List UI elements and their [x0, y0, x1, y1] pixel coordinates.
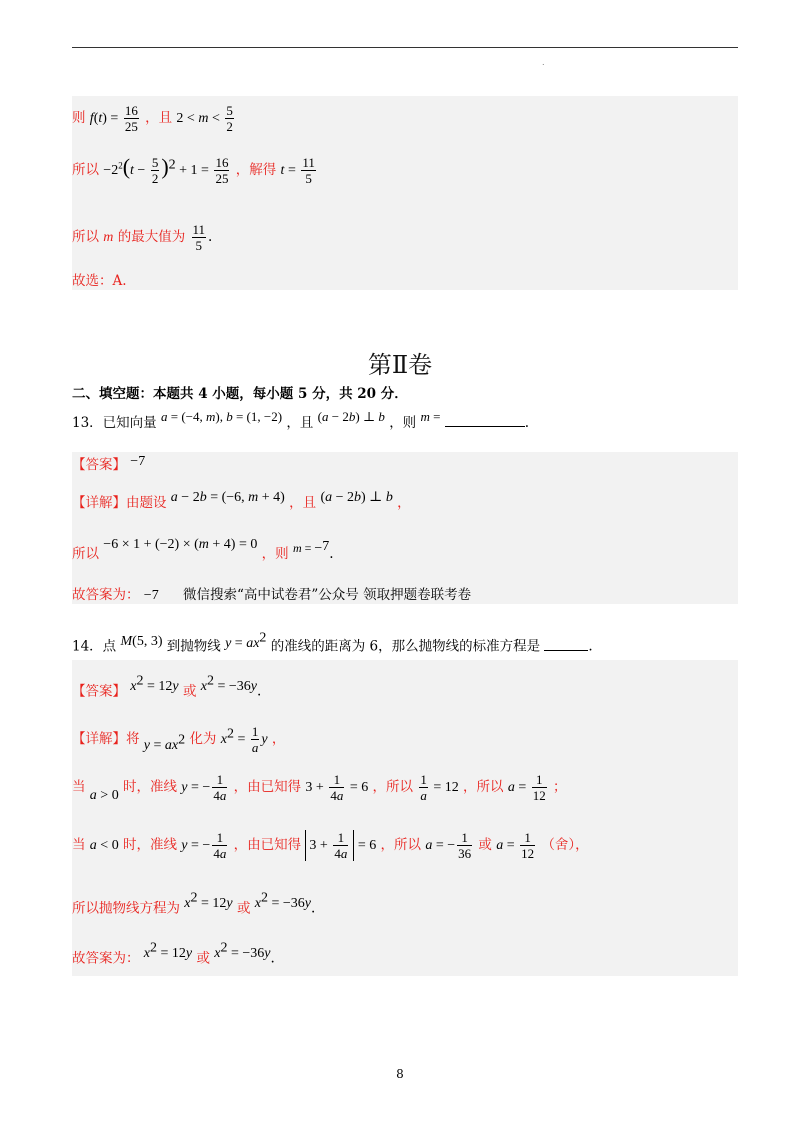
q14-case1: 当 a > 0 时，准线 y = − $\frac{1}{4a}$ ，由已知得 3 + $\frac{1}{4a}$ = 6 ，所以 $\frac{1}{a}$ = 12 ，所以 a = $\frac{1}{12}$ ； — [72, 772, 567, 803]
q13-stem: 13．已知向量 a = (−4, m), b = (1, −2) ，且 (a − 2b) ⊥ b ，则 m = . — [72, 409, 530, 431]
q14-detail: 【详解】将 $y = ax^2$ 化为 $x^2$ = $\frac{1}{a}$ y ， — [72, 724, 286, 755]
q14-answer: 【答案】 $x^2 = 12y$ 或 $x^2 = -36y$. — [72, 673, 262, 700]
q14-stem: 14．点 M(5, 3) 到抛物线 $y = ax^2$ 的准线的距离为 6，那么抛物线的标准方程是 . — [72, 630, 593, 655]
header-dot: . — [542, 58, 545, 67]
q13-solution-box — [72, 452, 738, 604]
q13-detail: 【详解】由题设 a − 2b = (−6, m + 4) ，且 (a − 2b) ⊥ b ， — [72, 490, 411, 511]
page-number: 8 — [396, 1067, 404, 1081]
q13-answer: 【答案】 −7 — [72, 454, 146, 473]
prev-line-2: 所以 $-2^2(t$ − $\frac{5}{2}$ )$^2$ + 1 = $\frac{16}{25}$ ，解得 t = $\frac{11}{5}$ — [72, 154, 315, 186]
prev-line-4: 故选：A. — [72, 273, 127, 289]
prev-line-3: 所以 m 的最大值为 $\frac{11}{5}$ . — [72, 222, 213, 253]
q14-blank — [544, 636, 588, 651]
section-heading: 二、填空题：本题共 4 小题，每小题 5 分，共 20 分． — [72, 386, 408, 402]
math-frac-5-2: $\frac{5}{2}$ — [226, 103, 233, 134]
math-frac-16-25: $\frac{16}{25}$ — [124, 103, 138, 134]
section-title: 第Ⅱ卷 — [367, 351, 433, 379]
q14-solution-box — [72, 660, 738, 976]
q13-blank — [445, 412, 525, 427]
prev-line-1: 则 f(t) = $\frac{16}{25}$ ，且 2 < m < $\frac{5}{2}$ — [72, 103, 233, 134]
q14-final: 故答案为： $x^2 = 12y$ 或 $x^2 = -36y$. — [72, 940, 275, 967]
header-rule — [72, 47, 738, 48]
q13-so: 所以 −6 × 1 + (−2) × (m + 4) = 0 ，则 m = −7. — [72, 537, 334, 562]
q14-conclusion: 所以抛物线方程为 $x^2 = 12y$ 或 $x^2 = -36y$. — [72, 890, 316, 917]
promo-text: 微信搜索“高中试卷君”公众号 领取押题卷联考卷 — [183, 587, 472, 603]
q14-case2: 当 a < 0 时，准线 y = − $\frac{1}{4a}$ ，由已知得 3 + $\frac{1}{4a}$ = 6 ，所以 a = − $\frac{1}{36}$ 或 a = $\frac{1}{12}$ （舍）， — [72, 830, 589, 861]
math-ft: f — [89, 111, 94, 126]
q13-final: 故答案为： −7 微信搜索“高中试卷君”公众号 领取押题卷联考卷 — [72, 587, 472, 603]
